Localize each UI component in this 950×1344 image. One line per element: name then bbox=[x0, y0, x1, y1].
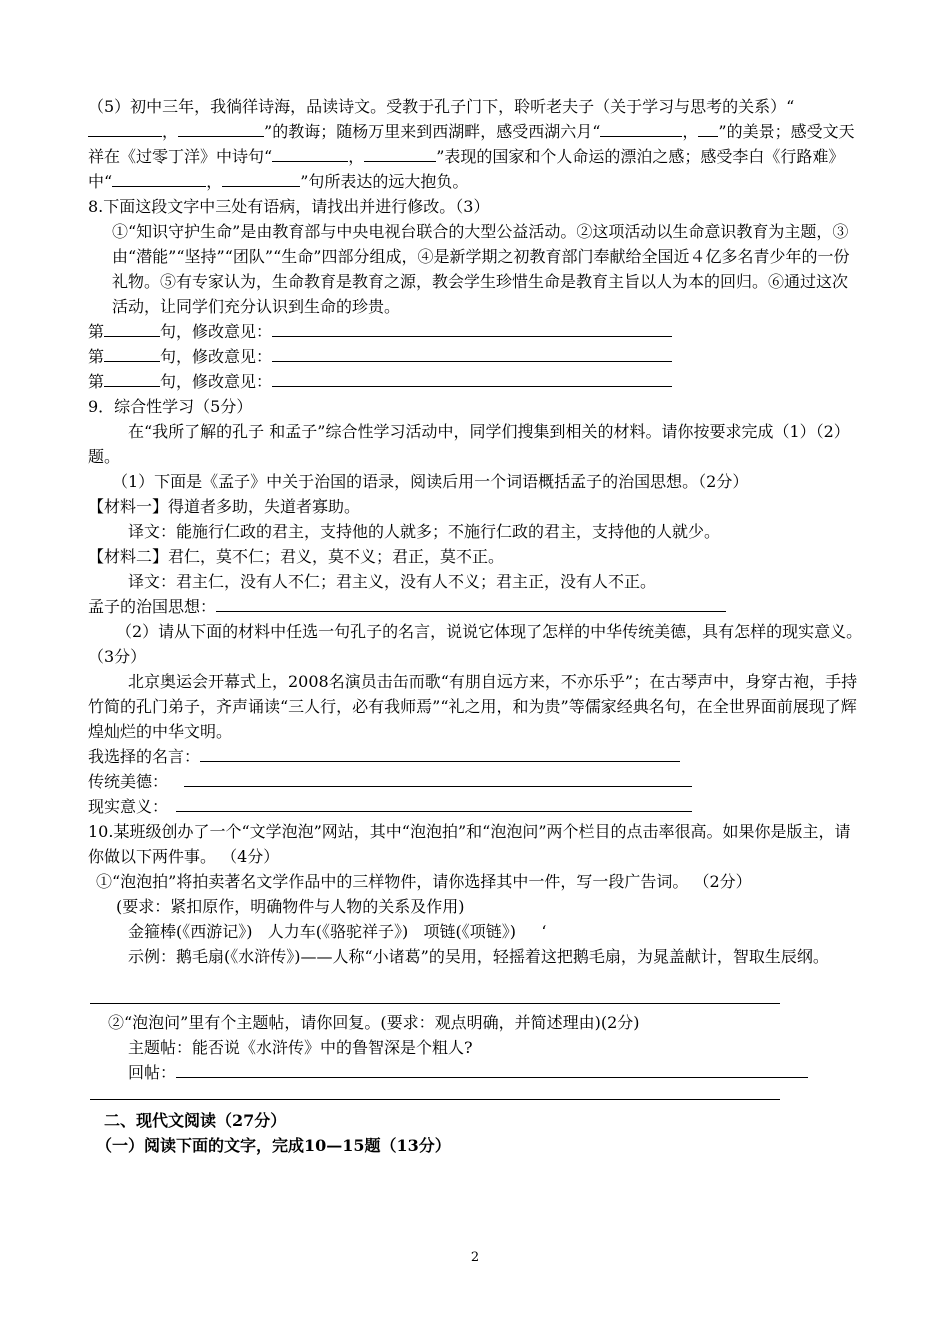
q7-5-text: （5）初中三年，我徜徉诗海，品读诗文。受教于孔子门下，聆听老夫子（关于学习与思考的关系）“ bbox=[88, 97, 795, 116]
q7-5-text: ， bbox=[162, 122, 179, 141]
section-2-title: 二、现代文阅读（27分） bbox=[104, 1111, 287, 1130]
material-1: 【材料一】得道者多助，失道者寡助。 bbox=[88, 497, 361, 516]
virtue-blank[interactable] bbox=[184, 770, 692, 787]
mencius-idea-label: 孟子的治国思想： bbox=[88, 597, 217, 616]
answer-middle: 句，修改意见： bbox=[160, 322, 273, 341]
revision-blank[interactable] bbox=[272, 370, 672, 387]
q8-title: 8.下面这段文字中三处有语病，请找出并进行修改。（3） bbox=[88, 197, 490, 216]
answer-blank[interactable] bbox=[178, 120, 264, 137]
q8-passage: ①“知识守护生命”是由教育部与中央电视台联合的大型公益活动。②这项活动以生命意识教育为主题，③由“潜能”“坚持”“团队”“生命”四部分组成，④是新学期之初教育部门奉献给全国近４亿多名青少年的一份礼物。⑤有专家认为，生命教育是教育之源，教会学生珍惜生命是教育主旨以人为本的回归。⑥通过这次活动，让同学们充分认识到生命的珍贵。 bbox=[112, 222, 850, 316]
answer-blank[interactable] bbox=[272, 145, 348, 162]
q7-5-paragraph bbox=[88, 94, 863, 194]
answer-blank[interactable] bbox=[112, 170, 206, 187]
answer-blank[interactable] bbox=[222, 170, 300, 187]
meaning-line bbox=[88, 794, 863, 819]
answer-blank[interactable] bbox=[698, 120, 718, 137]
q10-sub1: ①“泡泡拍”将拍卖著名文学作品中的三样物件，请你选择其中一件，写一段广告词。 （2分） bbox=[96, 872, 752, 891]
material-2-translation: 译文：君主仁，没有人不仁；君主义，没有人不义；君主正，没有人不正。 bbox=[128, 572, 657, 591]
meaning-label: 现实意义： bbox=[88, 797, 169, 816]
material-1-translation: 译文：能施行仁政的君主，支持他的人就多；不施行仁政的君主，支持他的人就少。 bbox=[128, 522, 721, 541]
q10-example: 示例：鹅毛扇(《水浒传》)——人称“小诸葛”的吴用，轻摇着这把鹅毛扇，为晁盖献计，智取生辰纲。 bbox=[128, 947, 829, 966]
answer-blank[interactable] bbox=[364, 145, 436, 162]
q10-sub2: ②“泡泡问”里有个主题帖，请你回复。(要求：观点明确，并简述理由)(2分) bbox=[108, 1013, 640, 1032]
section-2-subtitle: （一）阅读下面的文字，完成10—15题（13分） bbox=[96, 1136, 451, 1155]
q7-5-text: ”表现的国家和个人命运的漂泊之感；感受李白《行路难》中“ bbox=[88, 147, 845, 191]
exam-page bbox=[88, 94, 863, 1158]
answer-blank[interactable] bbox=[88, 120, 162, 137]
reply-label: 回帖： bbox=[128, 1063, 177, 1082]
q7-5-text: ， bbox=[682, 122, 699, 141]
virtue-line bbox=[88, 769, 863, 794]
sentence-number-blank[interactable] bbox=[104, 370, 160, 387]
quote-label: 我选择的名言： bbox=[88, 747, 201, 766]
q7-5-text: ”的美景；感受文天祥在《过零丁洋》中诗句“ bbox=[88, 122, 855, 166]
q10-items: 金箍棒(《西游记》) 人力车(《骆驼祥子》) 项链(《项链》) ‘ bbox=[128, 922, 547, 941]
q9-title: 9．综合性学习（5分） bbox=[88, 397, 253, 416]
revision-blank[interactable] bbox=[272, 320, 672, 337]
answer-prefix: 第 bbox=[88, 347, 105, 366]
answer-prefix: 第 bbox=[88, 322, 105, 341]
virtue-label: 传统美德： bbox=[88, 772, 169, 791]
mencius-idea-blank[interactable] bbox=[216, 595, 726, 612]
revision-blank[interactable] bbox=[272, 345, 672, 362]
q7-5-text: ， bbox=[348, 147, 365, 166]
quote-blank[interactable] bbox=[200, 745, 680, 762]
page-number: 2 bbox=[470, 1250, 480, 1265]
q7-5-text: ”的教诲；随杨万里来到西湖畔，感受西湖六月“ bbox=[264, 122, 601, 141]
q8-answer-line bbox=[88, 319, 863, 344]
q7-5-text: ”句所表达的远大抱负。 bbox=[300, 172, 469, 191]
q8-answer-line bbox=[88, 369, 863, 394]
answer-blank[interactable] bbox=[600, 120, 682, 137]
answer-middle: 句，修改意见： bbox=[160, 347, 273, 366]
q10-requirement: (要求：紧扣原作，明确物件与人物的关系及作用) bbox=[116, 897, 465, 916]
q10-title: 10.某班级创办了一个“文学泡泡”网站，其中“泡泡拍”和“泡泡问”两个栏目的点击率很高。如果你是版主，请你做以下两件事。 （4分） bbox=[88, 822, 851, 866]
sentence-number-blank[interactable] bbox=[104, 320, 160, 337]
reply-blank[interactable] bbox=[176, 1061, 808, 1078]
sentence-number-blank[interactable] bbox=[104, 345, 160, 362]
q8-answer-line bbox=[88, 344, 863, 369]
q9-passage: 北京奥运会开幕式上，2008名演员击缶而歌“有朋自远方来，不亦乐乎”；在古琴声中，身穿古袍，手持竹简的孔门弟子，齐声诵读“三人行，必有我师焉”“礼之用，和为贵”等儒家经典名句，在全世界面前展现了辉煌灿烂的中华文明。 bbox=[88, 672, 858, 741]
q9-intro: 在“我所了解的孔子 和孟子”综合性学习活动中，同学们搜集到相关的材料。请你按要求完成（1）（2）题。 bbox=[88, 422, 850, 466]
q9-sub1: （1）下面是《孟子》中关于治国的语录，阅读后用一个词语概括孟子的治国思想。（2分） bbox=[112, 472, 749, 491]
q9-sub2: （2）请从下面的材料中任选一句孔子的名言，说说它体现了怎样的中华传统美德，具有怎样的现实意义。（3分） bbox=[88, 622, 863, 666]
q10-topic: 主题帖：能否说《水浒传》中的鲁智深是个粗人? bbox=[128, 1038, 473, 1057]
quote-line bbox=[88, 744, 863, 769]
material-2: 【材料二】君仁，莫不仁；君义，莫不义；君正，莫不正。 bbox=[88, 547, 505, 566]
q7-5-text: ， bbox=[206, 172, 223, 191]
answer-prefix: 第 bbox=[88, 372, 105, 391]
answer-middle: 句，修改意见： bbox=[160, 372, 273, 391]
mencius-idea-line bbox=[88, 594, 863, 619]
meaning-blank[interactable] bbox=[176, 795, 692, 812]
reply-line bbox=[88, 1060, 863, 1085]
